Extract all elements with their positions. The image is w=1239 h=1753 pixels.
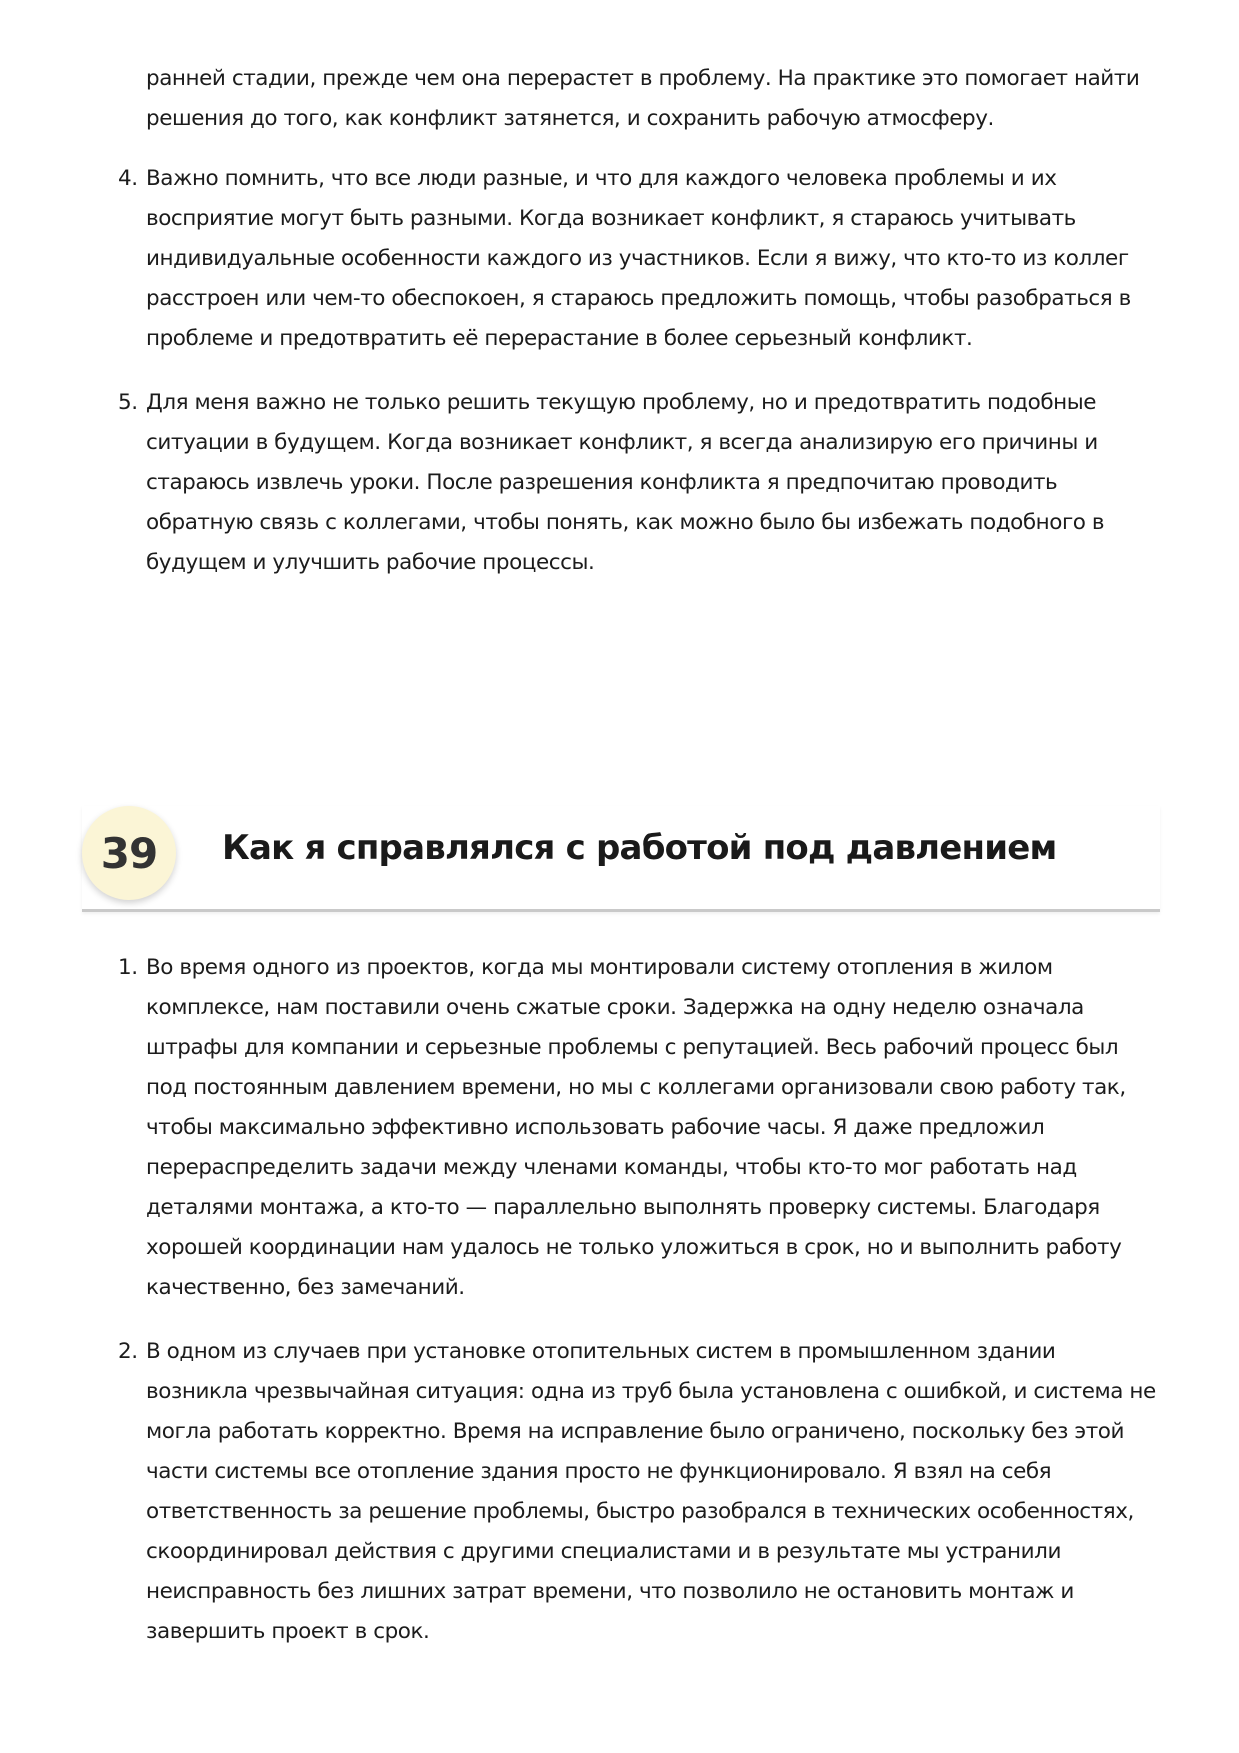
list-item-text: Во время одного из проектов, когда мы монтировали систему отопления в жилом комплексе, нам поставили очень сжатые сроки. Задержка на одну неделю означала штрафы для компании и серьезные проблемы с репутацией. Весь рабочий процесс был под постоянным давлением времени, но мы с коллегами организовали свою работу так, чтобы максимально эффективно использовать рабочие часы. Я даже предложил перераспределить задачи между членами команды, чтобы кто-то мог работать над деталями монтажа, а кто-то — параллельно выполнять проверку системы. Благодаря хорошей координации нам удалось не только уложиться в срок, но и выполнить работу качественно, без замечаний. [146, 955, 1126, 1300]
list-item-number: 1. [118, 955, 138, 980]
previous-section-list [118, 159, 1158, 607]
list-item-text: Важно помнить, что все люди разные, и что для каждого человека проблемы и их восприятие могут быть разными. Когда возникает конфликт, я стараюсь учитывать индивидуальные особенности каждого из участников. Если я вижу, что кто-то из коллег расстроен или чем-то обеспокоен, я стараюсь предложить помощь, чтобы разобраться в проблеме и предотвратить её перерастание в более серьезный конфликт. [146, 166, 1131, 351]
section-header [82, 806, 1160, 912]
list-item [118, 159, 1158, 359]
section-number-badge: 39 [82, 806, 176, 900]
list-item-number: 2. [118, 1339, 138, 1364]
list-item-text: Для меня важно не только решить текущую проблему, но и предотвратить подобные ситуации в будущем. Когда возникает конфликт, я всегда анализирую его причины и стараюсь извлечь уроки. После разрешения конфликта я предпочитаю проводить обратную связь с коллегами, чтобы понять, как можно было бы избежать подобного в будущем и улучшить рабочие процессы. [146, 390, 1105, 575]
list-item-number: 5. [118, 390, 138, 415]
list-item-number: 4. [118, 166, 138, 191]
list-item-continuation: ранней стадии, прежде чем она перерастет в проблему. На практике это помогает найти решения до того, как конфликт затянется, и сохранить рабочую атмосферу. [146, 66, 1140, 131]
list-item [118, 948, 1158, 1308]
section-list [118, 948, 1158, 1676]
list-item [118, 1332, 1158, 1652]
list-item [118, 383, 1158, 583]
list-item-text: В одном из случаев при установке отопительных систем в промышленном здании возникла чрезвычайная ситуация: одна из труб была установлена с ошибкой, и система не могла работать корректно. Время на исправление было ограничено, поскольку без этой части системы все отопление здания просто не функционировало. Я взял на себя ответственность за решение проблемы, быстро разобрался в технических особенностях, скоординировал действия с другими специалистами и в результате мы устранили неисправность без лишних затрат времени, что позволило не остановить монтаж и завершить проект в срок. [146, 1339, 1156, 1644]
section-title: Как я справлялся с работой под давлением [222, 828, 1057, 868]
